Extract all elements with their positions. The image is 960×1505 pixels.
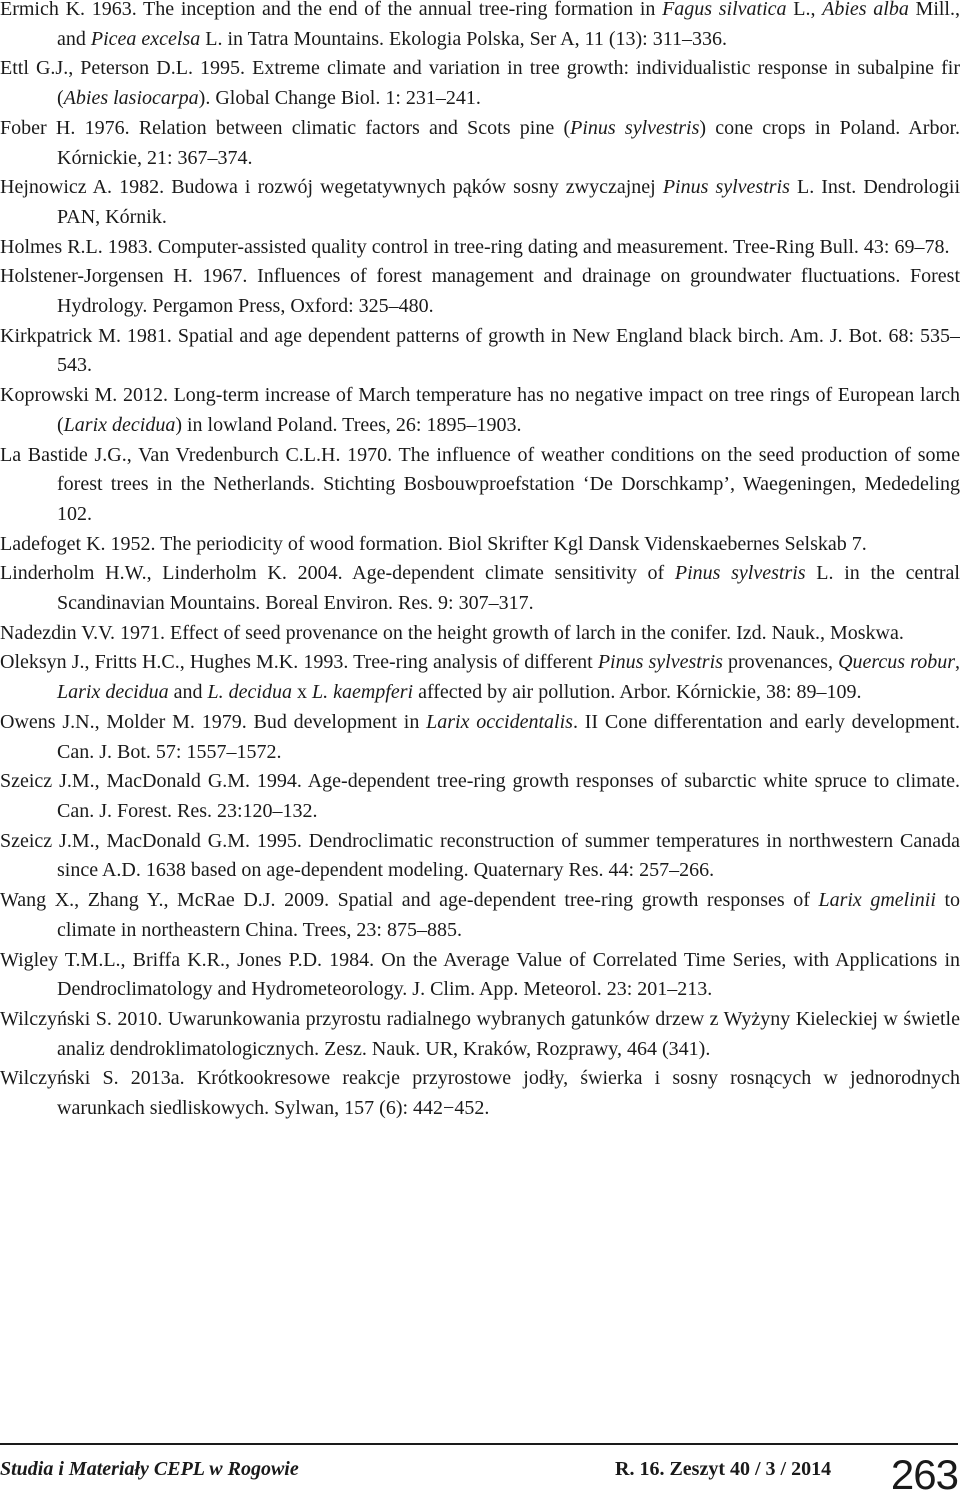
reference-text: Mill., and xyxy=(57,0,960,50)
reference-text: Holstener-Jorgensen H. 1967. Influences of forest management and drainage on groundwater fluctuations. Forest Hydrology. Pergamon Press, Oxford: 325–480. xyxy=(0,265,960,318)
reference-italic-text: Larix gmelinii xyxy=(818,889,936,912)
reference-entry xyxy=(0,1005,960,1064)
reference-italic-text: L. kaempferi xyxy=(311,681,414,704)
reference-text: and xyxy=(168,681,208,704)
footer-divider xyxy=(0,1443,958,1445)
reference-text: Wigley T.M.L., Briffa K.R., Jones P.D. 1984. On the Average Value of Correlated Time Series, with Applications in Dendroclimatology and Hydrometeorology. J. Clim. App. Meteorol. 23: 201–213. xyxy=(0,948,960,1001)
reference-text: L. Inst. Dendrologii PAN, Kórnik. xyxy=(57,176,960,228)
reference-text: ) cone crops in Poland. Arbor. Kórnickie, 21: 367–374. xyxy=(57,116,960,169)
reference-italic-text: L. decidua xyxy=(207,681,292,704)
reference-entry xyxy=(0,0,960,54)
reference-text: Nadezdin V.V. 1971. Effect of seed provenance on the height growth of larch in the conifer. Izd. Nauk., Moskwa. xyxy=(0,621,904,644)
reference-entry xyxy=(0,381,960,440)
reference-entry xyxy=(0,827,960,886)
reference-italic-text: Larix decidua xyxy=(63,413,176,436)
reference-text: L. in the central Scandinavian Mountains. Boreal Environ. Res. 9: 307–317. xyxy=(57,562,960,615)
reference-entry xyxy=(0,946,960,1005)
reference-italic-text: Larix decidua xyxy=(57,681,169,704)
reference-entry xyxy=(0,262,960,321)
reference-entry xyxy=(0,619,960,649)
reference-entry xyxy=(0,173,960,232)
reference-text: ) in lowland Poland. Trees, 26: 1895–1903. xyxy=(175,413,522,436)
reference-italic-text: Pinus sylvestris xyxy=(570,116,700,139)
reference-text: Fober H. 1976. Relation between climatic factors and Scots pine ( xyxy=(0,116,571,139)
reference-italic-text: Picea excelsa xyxy=(90,27,201,50)
reference-italic-text: Pinus sylvestris xyxy=(662,176,790,199)
reference-entry xyxy=(0,559,960,618)
reference-entry xyxy=(0,114,960,173)
reference-text: Szeicz J.M., MacDonald G.M. 1994. Age-dependent tree-ring growth responses of subarctic white spruce to climate. Can. J. Forest. Res. 23:120–132. xyxy=(0,770,960,822)
reference-text: Szeicz J.M., MacDonald G.M. 1995. Dendroclimatic reconstruction of summer temperatures in northwestern Canada since A.D. 1638 based on age-dependent modeling. Quaternary Res. 44: 257–266. xyxy=(0,829,960,882)
reference-entry xyxy=(0,1064,960,1123)
reference-text: Wilczyński S. 2013a. Krótkookresowe reakcje przyrostowe jodły, świerka i sosny rosnących w jednorodnych warunkach siedliskowych. Sylwan, 157 (6): 442−452. xyxy=(0,1067,960,1120)
reference-text: , xyxy=(955,651,960,674)
reference-entry xyxy=(0,322,960,381)
reference-text: Linderholm H.W., Linderholm K. 2004. Age-dependent climate sensitivity of xyxy=(0,562,675,585)
reference-text: provenances, xyxy=(722,651,839,674)
reference-entry xyxy=(0,530,960,560)
reference-text: Wilczyński S. 2010. Uwarunkowania przyrostu radialnego wybranych gatunków drzew z Wyżyny Kieleckiej w świetle analiz dendroklimatologicznych. Zesz. Nauk. UR, Kraków, Rozprawy, 464 (341). xyxy=(0,1007,960,1060)
reference-text: ). Global Change Biol. 1: 231–241. xyxy=(198,87,481,110)
reference-entry xyxy=(0,648,960,707)
reference-text: La Bastide J.G., Van Vredenburch C.L.H. 1970. The influence of weather conditions on the seed production of some forest trees in the Netherlands. Stichting Bosbouwproefstation ‘De Dorschkamp’, Waegeningen, Mededeling 102. xyxy=(0,443,960,525)
reference-entry xyxy=(0,767,960,826)
reference-text: Holmes R.L. 1983. Computer-assisted quality control in tree-ring dating and measurement. Tree-Ring Bull. 43: 69–78. xyxy=(0,235,950,258)
reference-text: Hejnowicz A. 1982. Budowa i rozwój wegetatywnych pąków sosny zwyczajnej xyxy=(0,176,663,199)
page-number: 263 xyxy=(890,1451,958,1498)
reference-text: L. in Tatra Mountains. Ekologia Polska, Ser A, 11 (13): 311–336. xyxy=(200,27,727,50)
reference-italic-text: Pinus sylvestris xyxy=(674,562,806,585)
reference-italic-text: Pinus sylvestris xyxy=(597,651,723,674)
reference-text: affected by air pollution. Arbor. Kórnickie, 38: 89–109. xyxy=(413,681,862,704)
footer-journal-title: Studia i Materiały CEPL w Rogowie xyxy=(0,1458,299,1480)
reference-italic-text: Abies lasiocarpa xyxy=(63,87,199,110)
reference-italic-text: Fagus silvatica xyxy=(662,0,787,20)
reference-entry xyxy=(0,441,960,530)
reference-text: Owens J.N., Molder M. 1979. Bud development in xyxy=(0,710,427,733)
reference-italic-text: Quercus robur xyxy=(838,651,955,674)
reference-text: Wang X., Zhang Y., McRae D.J. 2009. Spatial and age-dependent tree-ring growth responses of xyxy=(0,889,819,912)
reference-text: L., xyxy=(786,0,823,20)
reference-text: x xyxy=(291,681,312,704)
reference-text: . II Cone differentation and early development. Can. J. Bot. 57: 1557–1572. xyxy=(57,710,960,763)
reference-text: Oleksyn J., Fritts H.C., Hughes M.K. 1993. Tree-ring analysis of different xyxy=(0,651,598,674)
reference-text: Kirkpatrick M. 1981. Spatial and age dependent patterns of growth in New England black birch. Am. J. Bot. 68: 535–543. xyxy=(0,324,960,377)
reference-entry xyxy=(0,708,960,767)
footer-issue-info: R. 16. Zeszyt 40 / 3 / 2014 xyxy=(615,1458,832,1480)
reference-text: Koprowski M. 2012. Long-term increase of March temperature has no negative impact on tree rings of European larch ( xyxy=(0,384,960,436)
reference-text: Ladefoget K. 1952. The periodicity of wood formation. Biol Skrifter Kgl Dansk Videnskaebernes Selskab 7. xyxy=(0,532,867,555)
reference-text: to climate in northeastern China. Trees, 23: 875–885. xyxy=(57,889,960,941)
reference-italic-text: Larix occidentalis xyxy=(426,710,573,733)
reference-entry xyxy=(0,54,960,113)
reference-text: Ermich K. 1963. The inception and the end of the annual tree-ring formation in xyxy=(0,0,663,20)
reference-entry xyxy=(0,233,960,263)
reference-entry xyxy=(0,886,960,945)
reference-italic-text: Abies alba xyxy=(822,0,909,20)
reference-text: Ettl G.J., Peterson D.L. 1995. Extreme climate and variation in tree growth: individualistic response in subalpine fir ( xyxy=(0,57,960,110)
